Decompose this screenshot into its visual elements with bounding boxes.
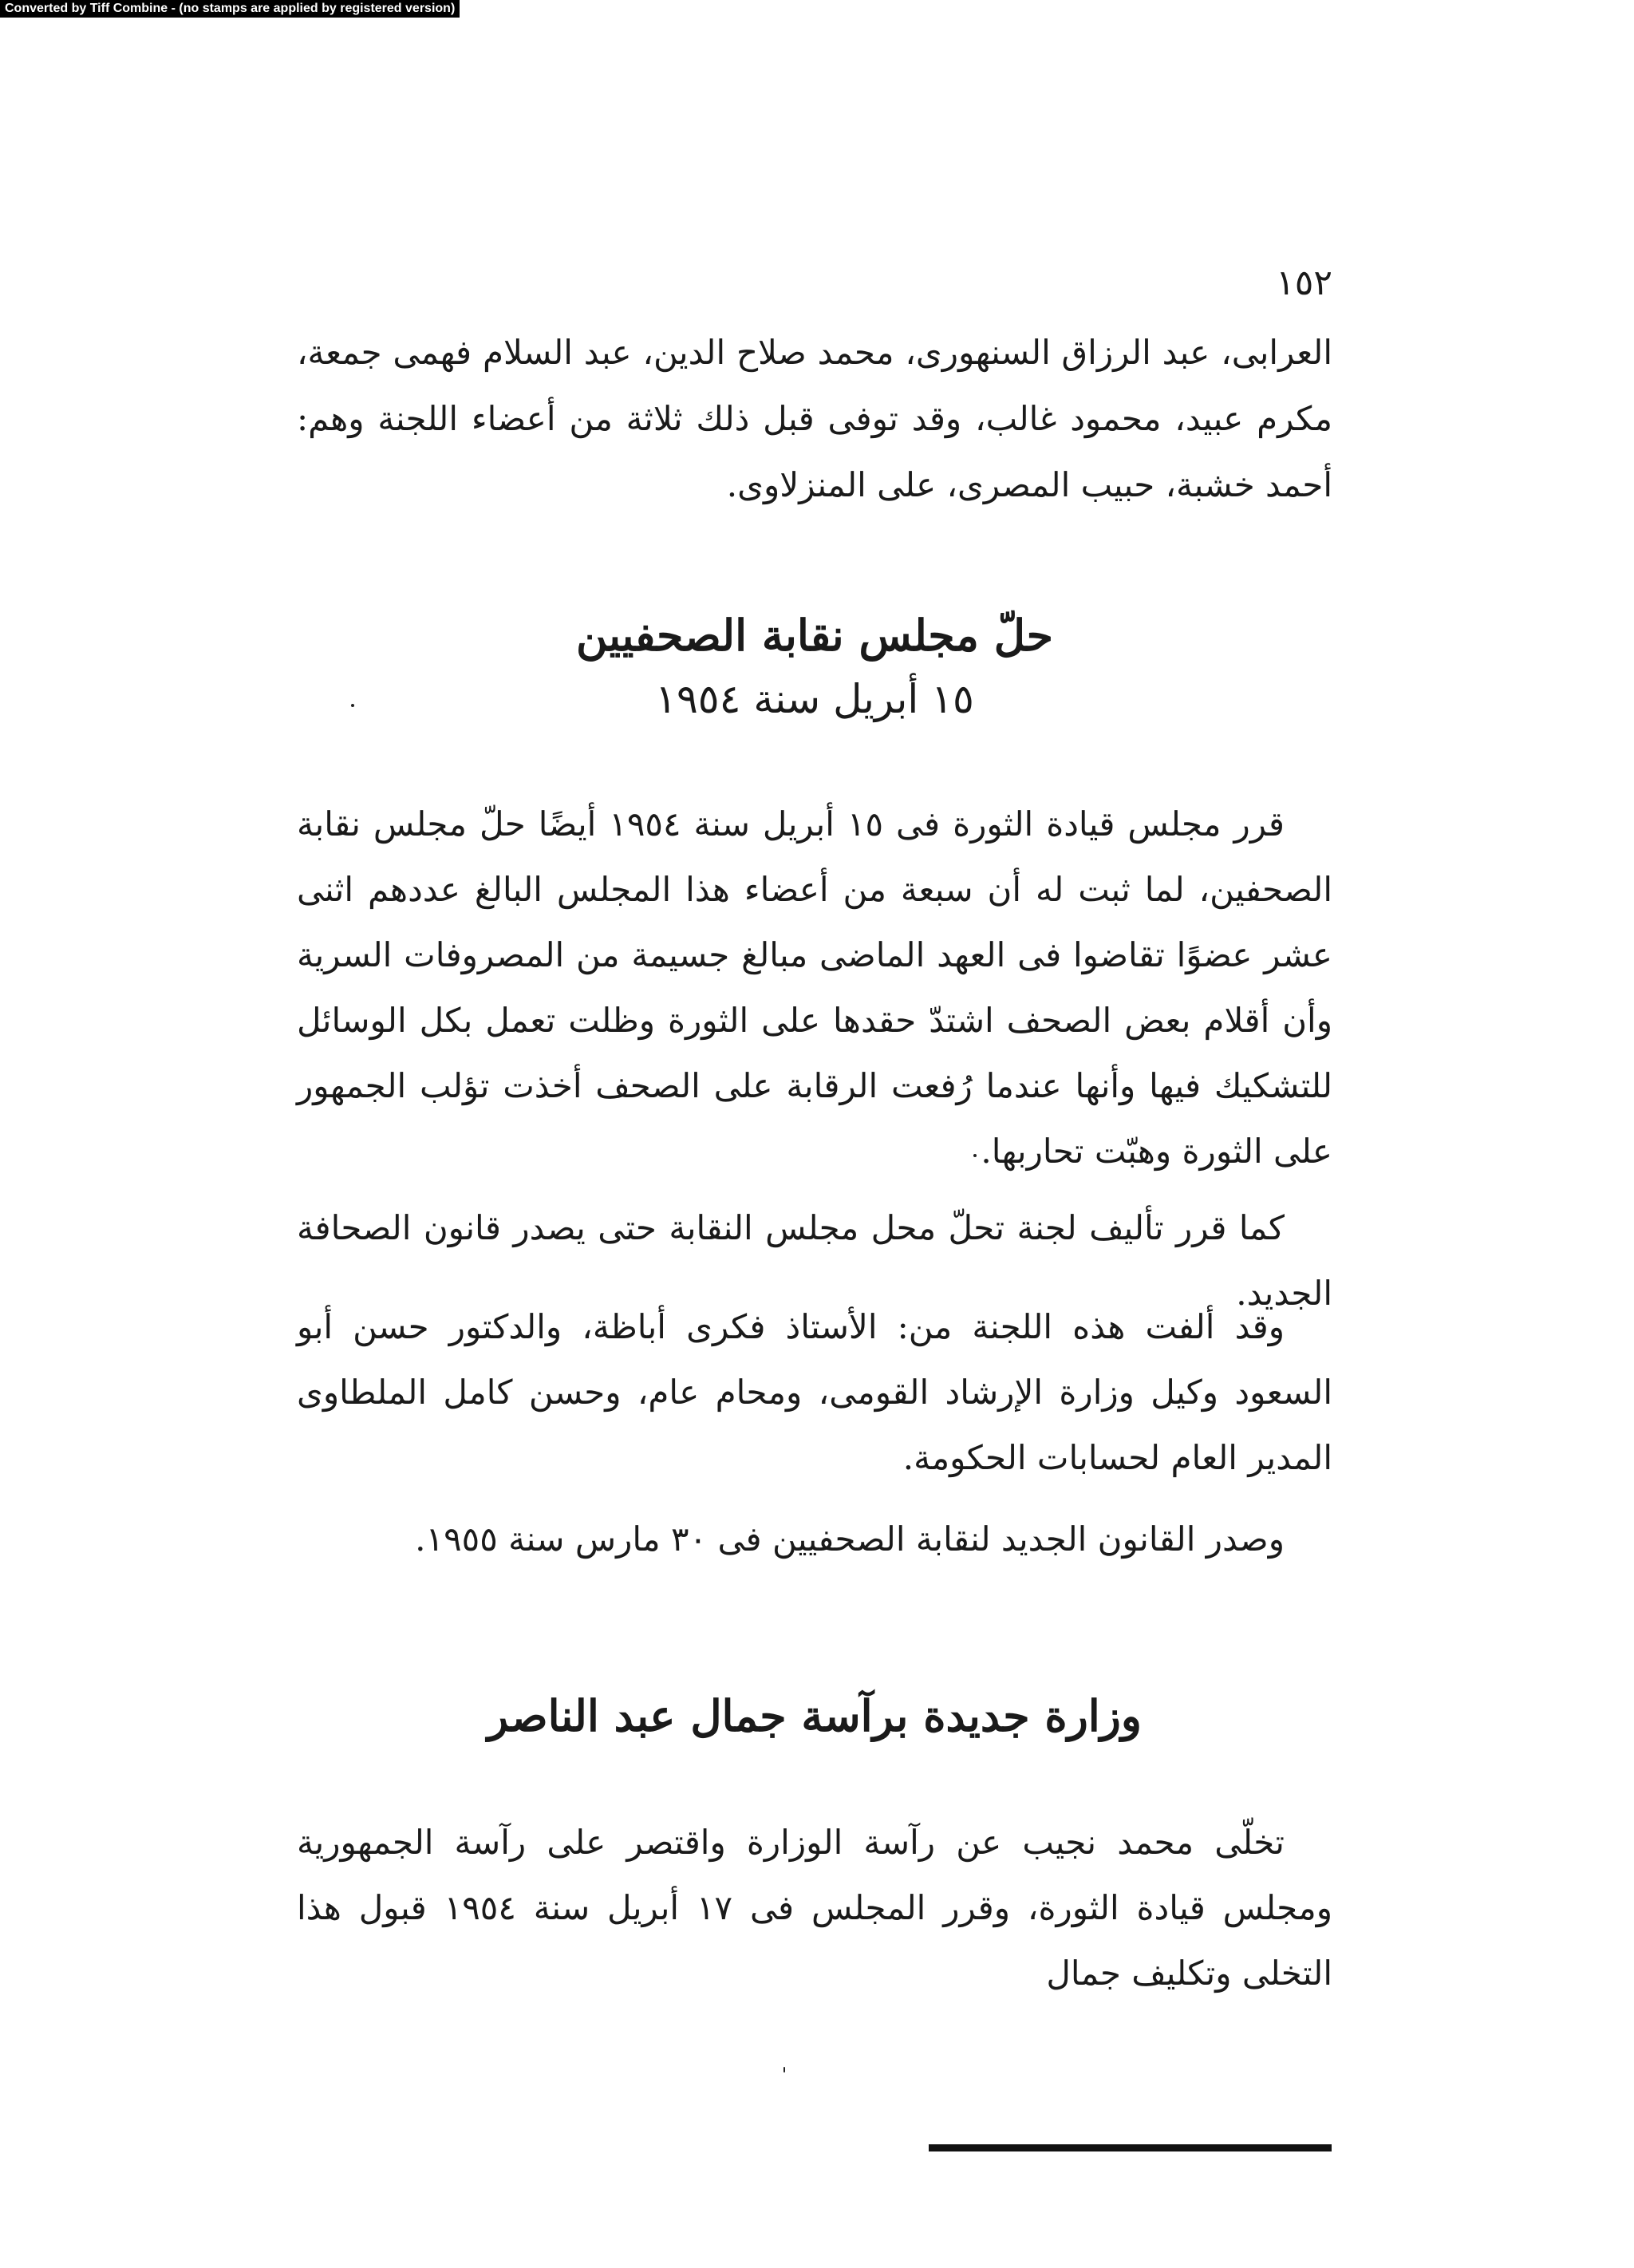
section-date: ١٥ أبريل سنة ١٩٥٤ xyxy=(655,676,974,722)
scan-speck xyxy=(783,2067,785,2072)
paragraph-committee-members: وقد ألفت هذه اللجنة من: الأستاذ فكرى أباظة، والدكتور حسن أبو السعود وكيل وزارة الإرشاد القومى، ومحام عام، وحسن كامل الملطاوى المدير العام لحسابات الحكومة. xyxy=(297,1307,1332,1477)
section-title-new-cabinet: وزارة جديدة برآسة جمال عبد الناصر xyxy=(487,1690,1142,1741)
section-title-press-syndicate: حلّ مجلس نقابة الصحفيين xyxy=(575,610,1054,661)
paragraph-committee-formation: كما قرر تأليف لجنة تحلّ محل مجلس النقابة حتى يصدر قانون الصحافة الجديد. xyxy=(297,1208,1332,1313)
paragraph-new-law: وصدر القانون الجديد لنقابة الصحفيين فى ٣٠ مارس سنة ١٩٥٥. xyxy=(415,1519,1285,1559)
bottom-rule xyxy=(929,2144,1332,2151)
opening-paragraph: العرابى، عبد الرزاق السنهورى، محمد صلاح الدين، عبد السلام فهمى جمعة، مكرم عبيد، محمود غالب، وقد توفى قبل ذلك ثلاثة من أعضاء اللجنة وهم: أحمد خشبة، حبيب المصرى، على المنزلاوى. xyxy=(297,333,1332,504)
paragraph-cabinet: تخلّى محمد نجيب عن رآسة الوزارة واقتصر على رآسة الجمهورية ومجلس قيادة الثورة، وقرر المجلس فى ١٧ أبريل سنة ١٩٥٤ قبول هذا التخلى وتكليف جمال xyxy=(297,1823,1333,1993)
paragraph-dissolution: قرر مجلس قيادة الثورة فى ١٥ أبريل سنة ١٩٥٤ أيضًا حلّ مجلس نقابة الصحفين، لما ثبت له أن سبعة من أعضاء هذا المجلس البالغ عددهم اثنى عشر عضوًا تقاضوا فى العهد الماضى مبالغ جسيمة من المصروفات السرية وأن أقلام بعض الصحف اشتدّ حقدها على الثورة وظلت تعمل بكل الوسائل للتشكيك فيها وأنها عندما رُفعت الرقابة على الصحف أخذت تؤلب الجمهور على الثورة وهبّت تحاربها. xyxy=(297,804,1332,1171)
converter-stamp: Converted by Tiff Combine - (no stamps are applied by registered version) xyxy=(0,0,460,18)
page-number: ١٥٢ xyxy=(1276,263,1332,303)
scan-speck xyxy=(351,704,354,707)
scan-speck xyxy=(973,1154,977,1157)
